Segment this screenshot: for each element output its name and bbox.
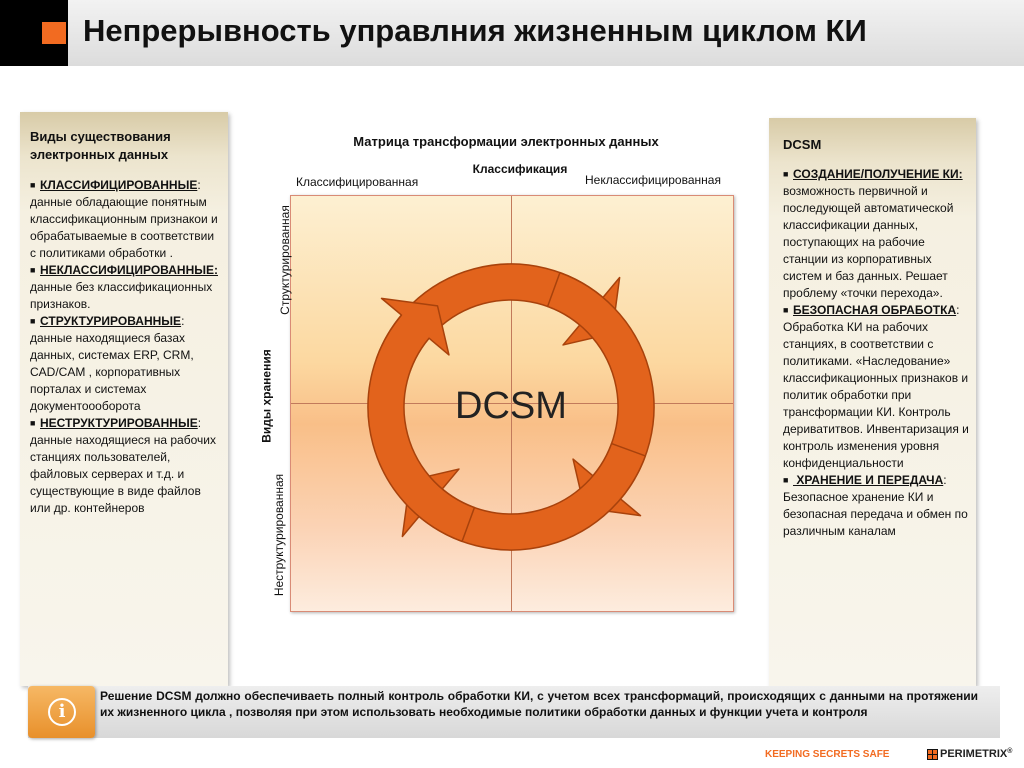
list-item-text: данные обладающие понятным классификационным признакои и обрабатываемые в соответствии с политиками обработки . <box>30 195 218 260</box>
info-button[interactable] <box>28 686 95 738</box>
list-item-text: данные находящиеся на рабочих станциях пользователей, файловых серверах и т.д. и существующие в виде файлов или др. контейнеров <box>30 433 216 515</box>
list-item-heading: СОЗДАНИЕ/ПОЛУЧЕНИЕ КИ: <box>793 167 963 181</box>
diagram-title: Матрица трансформации электронных данных <box>353 134 659 149</box>
list-item-text: данные без классификационных признаков. <box>30 280 213 311</box>
left-panel-title: Виды существования электронных данных <box>30 129 171 162</box>
column-label-unclassified: Неклассифицированная <box>585 173 721 187</box>
bullet-icon: ■ <box>783 169 789 179</box>
list-item-heading: НЕКЛАССИФИЦИРОВАННЫЕ: <box>40 263 218 277</box>
list-item-heading: СТРУКТУРИРОВАННЫЕ <box>40 314 182 328</box>
right-panel <box>769 118 976 686</box>
info-icon: i <box>48 698 76 726</box>
bullet-icon: ■ <box>30 418 36 428</box>
bullet-icon: ■ <box>783 475 789 485</box>
cycle-center-label: DCSM <box>455 385 567 427</box>
list-item-colon: : <box>197 178 201 192</box>
list-item-colon: : <box>956 303 960 317</box>
list-item-colon: : <box>943 473 947 487</box>
list-item-text: Безопасное хранение КИ и безопасная передача и обмен по различным каналам <box>783 490 968 538</box>
list-item-heading: НЕСТРУКТУРИРОВАННЫЕ <box>40 416 198 430</box>
left-panel <box>20 112 228 686</box>
list-item <box>30 177 222 262</box>
footer-tagline: KEEPING SECRETS SAFE <box>765 749 890 760</box>
list-item-heading: ХРАНЕНИЕ И ПЕРЕДАЧА <box>793 473 944 487</box>
list-item-text: данные находящиеся базах данных, системах ERP, CRM, CAD/CAM , корпоративных порталах и системах документоооборота <box>30 331 194 413</box>
list-item <box>783 472 973 540</box>
list-item-heading: КЛАССИФИЦИРОВАННЫЕ <box>40 178 198 192</box>
column-label-classified: Классифицированная <box>296 175 419 189</box>
row-label-unstructured: Неструктурированная <box>272 473 287 597</box>
list-item <box>30 262 222 313</box>
summary-note-text: Решение DCSM должно обеспечиваеть полный контроль обработки КИ, с учетом всех трансформаций, происходящих с данными на протяжении их жизненного цикла , позволяя при этом использовать необходимые политики обработки данных и функции учета и контроля <box>100 689 978 719</box>
footer-brand-name: PERIMETRIX <box>940 748 1008 760</box>
list-item-colon: : <box>197 416 202 430</box>
perimetrix-logo-icon <box>927 749 938 760</box>
column-axis-label: Классификация <box>472 162 568 176</box>
list-item <box>30 415 222 517</box>
row-label-structured: Структурированная <box>277 205 292 315</box>
list-item-text: возможность первичной и последующей автоматической классификации данных, поступающих на рабочие станции из корпоративных систем и баз данных. Решает проблему «точки перехода». <box>783 184 954 300</box>
bullet-icon: ■ <box>30 316 36 326</box>
bullet-icon: ■ <box>30 265 36 275</box>
bullet-icon: ■ <box>30 180 36 190</box>
footer-brand <box>940 748 1012 760</box>
page-title: Непрерывность управлния жизненным циклом КИ <box>83 13 867 48</box>
dcsm-cycle-diagram <box>290 195 732 610</box>
list-item <box>783 166 973 302</box>
left-panel-list <box>30 177 222 517</box>
header-orange-square <box>42 22 66 44</box>
list-item <box>30 313 222 415</box>
bullet-icon: ■ <box>783 305 789 315</box>
right-panel-list <box>783 166 973 540</box>
footer-trademark: ® <box>1007 748 1013 755</box>
list-item-heading: БЕЗОПАСНАЯ ОБРАБОТКА <box>793 303 957 317</box>
list-item <box>783 302 973 472</box>
right-panel-title: DCSM <box>783 137 822 152</box>
row-axis-label: Виды хранения <box>259 349 274 443</box>
list-item-colon: : <box>181 314 185 328</box>
list-item-text: Обработка КИ на рабочих станциях, в соответствии с политиками. «Наследование» классификационных признаков и политик обработки при трансформации КИ. Контроль дериватитвов. Инвентаризация и контроль изменения уровня конфиденциальности <box>783 320 969 470</box>
